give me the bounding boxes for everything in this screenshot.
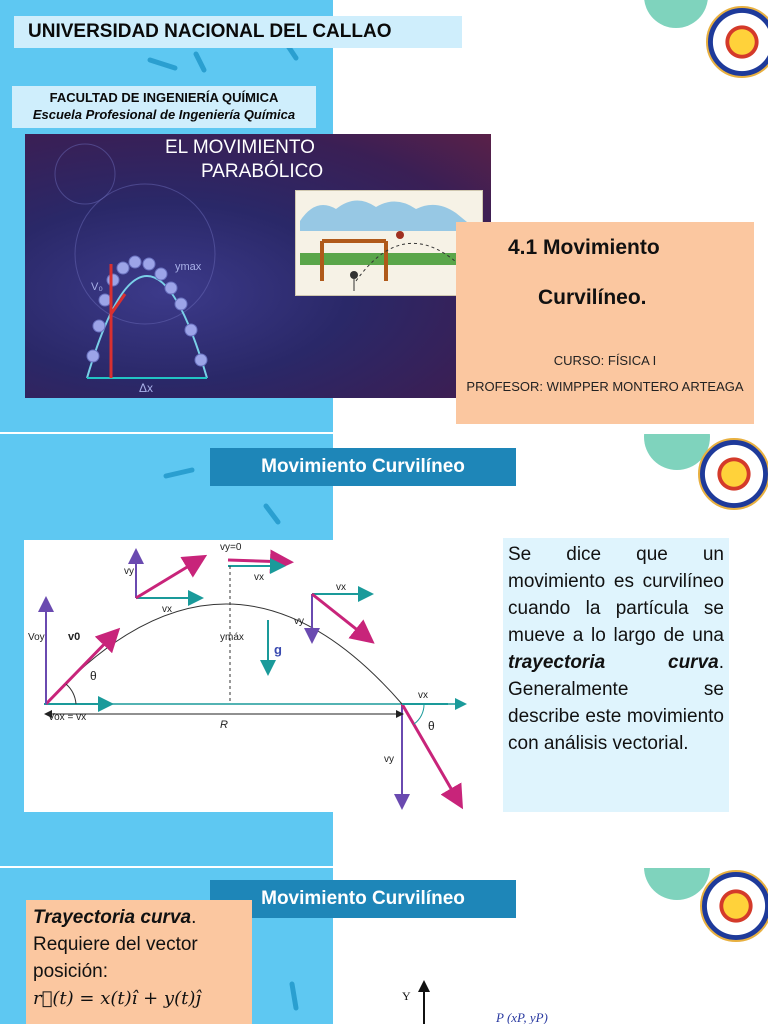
slide-curvilinear [0, 434, 768, 866]
v0-label: V₀ [91, 281, 103, 293]
definition-text [503, 538, 729, 812]
label-vx-2: vx [254, 572, 264, 583]
course-label: CURSO: FÍSICA I [553, 353, 657, 368]
slide-trajectory [0, 868, 768, 1024]
faculty-name: FACULTAD DE INGENIERÍA QUÍMICA [49, 90, 279, 105]
topic-box [456, 222, 754, 424]
label-vx-1: vx [162, 604, 172, 615]
label-theta-2: θ [428, 719, 435, 733]
section-header: Movimiento Curvilíneo [210, 448, 516, 486]
university-seal-icon [706, 6, 768, 78]
label-voy: Voy [28, 632, 45, 643]
school-name: Escuela Profesional de Ingeniería Química [32, 107, 296, 122]
cover-title-line2: PARABÓLICO [201, 161, 324, 182]
trajectory-box: Trayectoria curva. Requiere del vector posición: r⃗(t) = x(t)î + y(t)ĵ [26, 900, 252, 1024]
topic-line1: 4.1 Movimiento [508, 236, 660, 259]
topic-line2: Curvilíneo. [538, 286, 647, 309]
definition-post: . Generalmente se describe este movimiento con análisis vectorial. [508, 652, 724, 754]
label-vox: Vox = vx [48, 712, 87, 723]
university-seal-icon [700, 870, 768, 942]
label-vy-2: vy [294, 616, 304, 627]
label-R: R [220, 719, 228, 731]
label-theta-1: θ [90, 669, 97, 683]
projectile-diagram [24, 540, 475, 812]
axis-y-label: Y [402, 989, 411, 1003]
axis-diagram [396, 976, 596, 1024]
label-vx-4: vx [418, 690, 428, 701]
course-info [456, 348, 754, 400]
label-vy-1: vy [124, 566, 134, 577]
label-ymax: ymáx [220, 632, 244, 643]
definition-pre: Se dice que un movimiento es curvilíneo cuando la partícula se mueve a lo largo de una [508, 544, 724, 646]
professor-label: PROFESOR: WIMPPER MONTERO ARTEAGA [466, 379, 744, 394]
position-formula: r⃗(t) = x(t)î + y(t)ĵ [33, 988, 201, 1009]
trajectory-text: Requiere del vector posición: [33, 934, 198, 982]
faculty-box [12, 86, 316, 128]
soccer-sketch-image [295, 190, 483, 296]
label-vy0: vy=0 [220, 542, 242, 553]
label-vx-3: vx [336, 582, 346, 593]
point-p-label: P (xP, yP) [496, 1010, 548, 1024]
label-v0: v0 [68, 631, 81, 643]
slide-title [0, 0, 768, 432]
trajectory-emphasis: Trayectoria curva [33, 907, 192, 928]
dx-label: Δx [139, 381, 154, 395]
university-title: UNIVERSIDAD NACIONAL DEL CALLAO [14, 16, 462, 48]
ymax-label: ymax [175, 261, 202, 273]
label-g: g [274, 642, 282, 657]
cover-title-line1: EL MOVIMIENTO [165, 137, 315, 158]
section-header: Movimiento Curvilíneo [210, 880, 516, 918]
cover-image [25, 134, 491, 398]
university-seal-icon [698, 438, 768, 510]
definition-emphasis: trayectoria curva [508, 652, 719, 673]
label-vy-3: vy [384, 754, 394, 765]
